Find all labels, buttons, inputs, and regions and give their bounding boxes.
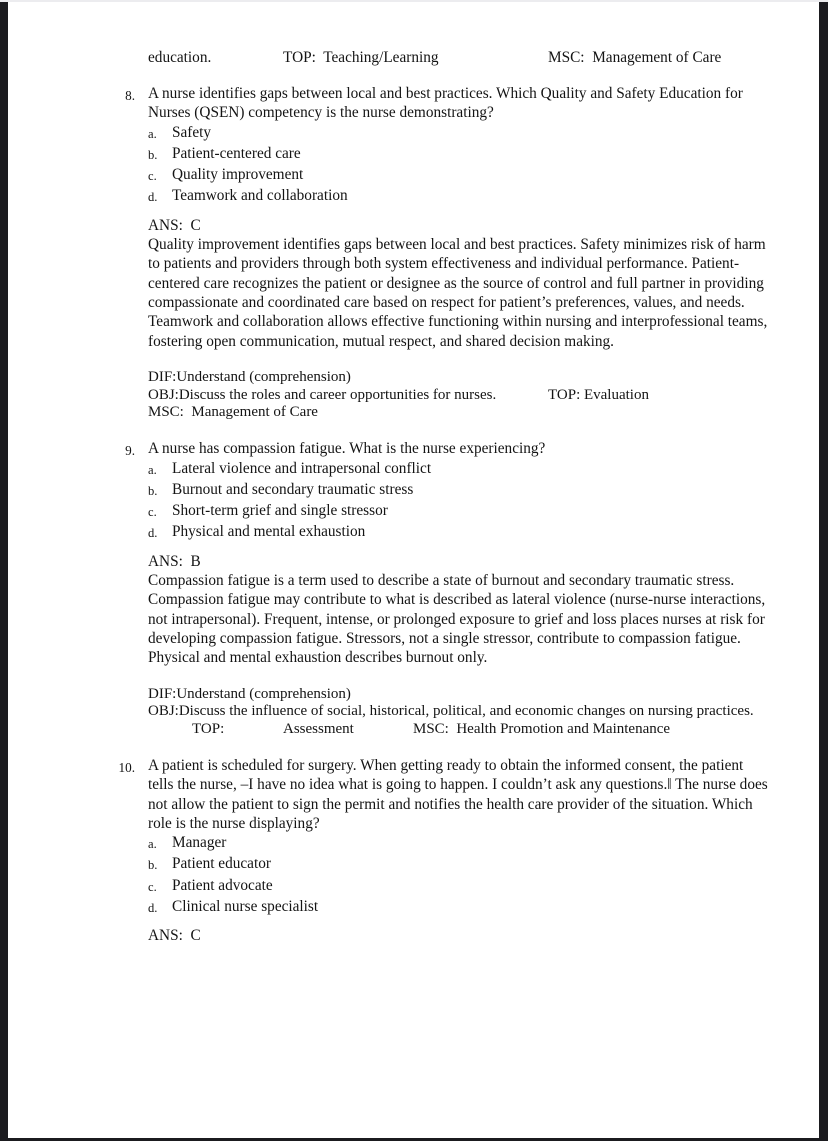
question-body [148, 439, 770, 739]
answer-block [148, 216, 770, 351]
tag-line [148, 721, 770, 739]
option-text: Physical and mental exhaustion [172, 523, 366, 541]
tag-line [148, 369, 770, 387]
option-text: Patient educator [172, 855, 271, 873]
tag-segment: OBJ:Discuss the roles and career opportunities for nurses. [148, 386, 497, 403]
rationale-text: Quality improvement identifies gaps between local and best practices. Safety minimizes risk of harm to patients and providers through both system effectiveness and individual performance. Patient-centered care recognizes the patient or designee as the source of control and full partner in providing compassionate and coordinated care based on respect for patient’s preferences, values, and needs. Teamwork and collaboration allows effective functioning within nursing and interprofessional teams, fostering open communication, mutual respect, and shared decision making. [148, 236, 772, 350]
tag-segment: Assessment [283, 721, 354, 738]
option-text: Short-term grief and single stressor [172, 502, 388, 520]
question-body [148, 84, 770, 422]
option-row [148, 854, 770, 875]
answer-line: ANS: C [148, 216, 201, 234]
header-meta-segment: education. [148, 49, 212, 66]
answer-line: ANS: B [148, 552, 201, 570]
tag-segment: MSC: Management of Care [148, 404, 318, 421]
questions-list [117, 84, 792, 946]
option-letter: c. [148, 879, 157, 894]
option-row [148, 165, 770, 186]
tag-segment: TOP: [192, 721, 225, 738]
option-letter: a. [148, 126, 157, 141]
options-list [148, 833, 770, 918]
rationale-text: Compassion fatigue is a term used to describe a state of burnout and secondary traumatic stress. Compassion fatigue may contribute to what is described as lateral violence (nurse-nurse interactions, not intrapersonal). Frequent, intense, or prolonged exposure to grief and loss places nurses at risk for developing compassion fatigue. Stressors, not a single stressor, contribute to compassion fatigue. Physical and mental exhaustion describes burnout only. [148, 572, 770, 667]
option-text: Safety [172, 123, 212, 141]
tag-segment: DIF:Understand (comprehension) [148, 685, 351, 702]
question-number: 8. [125, 88, 135, 103]
option-row [148, 480, 770, 501]
tag-line [148, 703, 770, 721]
option-row [148, 123, 770, 144]
header-meta-line [148, 48, 778, 67]
tag-line [148, 404, 770, 422]
tag-segment: DIF:Understand (comprehension) [148, 368, 351, 385]
option-text: Teamwork and collaboration [172, 187, 348, 205]
option-row [148, 522, 770, 543]
question-stem: A nurse has compassion fatigue. What is the nurse experiencing? [148, 440, 546, 458]
option-letter: b. [148, 147, 158, 162]
question-body [148, 756, 770, 946]
tag-block [148, 369, 770, 422]
option-letter: d. [148, 190, 158, 205]
option-text: Quality improvement [172, 166, 304, 184]
option-text: Manager [172, 834, 227, 852]
option-row [148, 501, 770, 522]
option-letter: a. [148, 837, 157, 852]
tag-block [148, 686, 770, 739]
answer-line: ANS: C [148, 927, 201, 945]
option-letter: b. [148, 858, 158, 873]
question-number: 9. [125, 443, 135, 459]
question-9 [117, 439, 792, 739]
option-letter: c. [148, 505, 157, 520]
tag-line [148, 387, 770, 405]
option-text: Patient advocate [172, 876, 273, 894]
question-stem: A patient is scheduled for surgery. When getting ready to obtain the informed consent, the patient tells the nurse, –I have no idea what is going to happen. I couldn’t ask any questions.‖ The nurse does not allow the patient to sign the permit and notifies the health care provider of the situation. Which role is the nurse displaying? [148, 756, 772, 832]
option-row [148, 459, 770, 480]
option-text: Patient-centered care [172, 144, 301, 162]
option-text: Lateral violence and intrapersonal conflict [172, 459, 432, 477]
option-row [148, 833, 770, 854]
document-content [117, 48, 792, 946]
question-10 [117, 756, 792, 946]
option-row [148, 186, 770, 207]
tag-segment: TOP: Evaluation [548, 386, 649, 403]
header-meta-segment: MSC: Management of Care [548, 49, 722, 66]
option-letter: d. [148, 526, 158, 541]
options-list [148, 459, 770, 544]
question-number: 10. [118, 759, 135, 775]
header-meta-segment: TOP: Teaching/Learning [283, 49, 439, 66]
page-edge-top [0, 0, 828, 2]
option-row [148, 144, 770, 165]
question-stem: A nurse identifies gaps between local and best practices. Which Quality and Safety Education for Nurses (QSEN) competency is the nurse demonstrating? [148, 85, 747, 122]
answer-block [148, 552, 770, 668]
option-letter: d. [148, 900, 158, 915]
answer-block [148, 926, 770, 945]
tag-segment: MSC: Health Promotion and Maintenance [413, 721, 671, 738]
option-text: Burnout and secondary traumatic stress [172, 480, 414, 498]
page-edge-right [819, 0, 828, 1141]
option-letter: a. [148, 462, 157, 477]
option-row [148, 876, 770, 897]
tag-line [148, 686, 770, 704]
tag-segment: OBJ:Discuss the influence of social, historical, political, and economic changes on nursing practices. [148, 703, 754, 720]
question-8 [117, 84, 792, 422]
option-row [148, 897, 770, 918]
option-letter: b. [148, 483, 158, 498]
page-edge-left [0, 0, 8, 1141]
options-list [148, 123, 770, 208]
option-letter: c. [148, 169, 157, 184]
option-text: Clinical nurse specialist [172, 897, 319, 915]
